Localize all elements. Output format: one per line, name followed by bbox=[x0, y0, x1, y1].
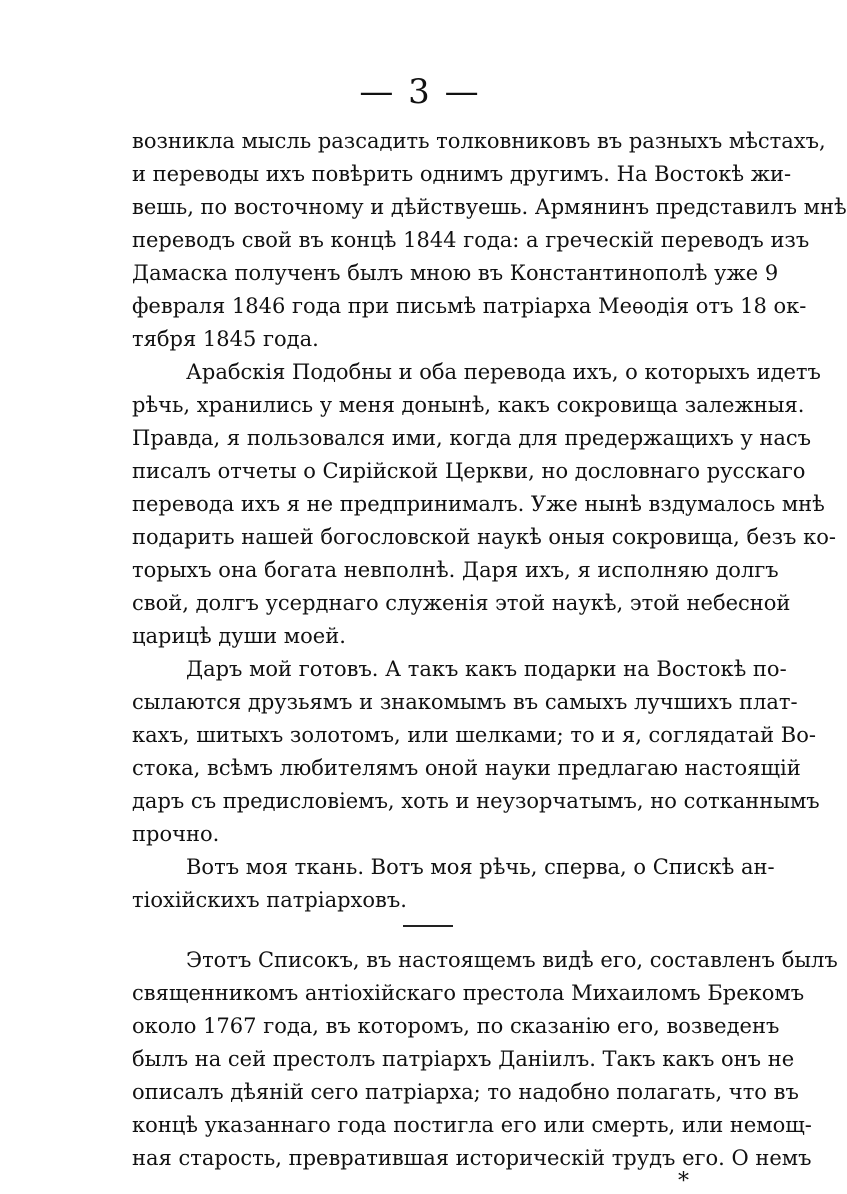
text-line: свой, долгъ усерднаго служенія этой наукѣ, этой небесной bbox=[132, 591, 791, 615]
page-number: — 3 — bbox=[359, 72, 481, 112]
signature-mark: * bbox=[678, 1169, 689, 1194]
text-line: Этотъ Списокъ, въ настоящемъ видѣ его, составленъ былъ bbox=[186, 948, 838, 972]
text-line: февраля 1846 года при письмѣ патріарха Меѳодія отъ 18 ок- bbox=[132, 294, 807, 318]
text-line: перевода ихъ я не предпринималъ. Уже нынѣ вздумалось мнѣ bbox=[132, 492, 825, 516]
text-line: стока, всѣмъ любителямъ оной науки предлагаю настоящій bbox=[132, 756, 801, 780]
section-divider bbox=[403, 925, 453, 927]
text-line: торыхъ она богата невполнѣ. Даря ихъ, я исполняю долгъ bbox=[132, 558, 779, 582]
text-line: Даръ мой готовъ. А такъ какъ подарки на Востокѣ по- bbox=[186, 657, 787, 681]
text-line: Вотъ моя ткань. Вотъ моя рѣчь, сперва, о Спискѣ ан- bbox=[186, 855, 775, 879]
text-line: Арабскія Подобны и оба перевода ихъ, о которыхъ идетъ bbox=[186, 360, 821, 384]
text-line: подарить нашей богословской наукѣ оныя сокровища, безъ ко- bbox=[132, 525, 836, 549]
text-line: около 1767 года, въ которомъ, по сказанію его, возведенъ bbox=[132, 1014, 780, 1038]
text-line: ная старость, превратившая историческій трудъ его. О немъ bbox=[132, 1146, 812, 1170]
text-line: описалъ дѣяній сего патріарха; то надобно полагать, что въ bbox=[132, 1080, 799, 1104]
text-line: кахъ, шитыхъ золотомъ, или шелками; то и я, соглядатай Во- bbox=[132, 723, 816, 747]
text-line: священникомъ антіохійскаго престола Михаиломъ Брекомъ bbox=[132, 981, 805, 1005]
text-line: тіохійскихъ патріарховъ. bbox=[132, 888, 407, 912]
text-line: и переводы ихъ повѣрить однимъ другимъ. На Востокѣ жи- bbox=[132, 162, 792, 186]
text-line: царицѣ души моей. bbox=[132, 624, 346, 648]
text-line: возникла мысль разсадить толковниковъ въ разныхъ мѣстахъ, bbox=[132, 129, 826, 153]
text-line: Дамаска полученъ былъ мною въ Константинополѣ уже 9 bbox=[132, 261, 779, 285]
text-line: переводъ свой въ концѣ 1844 года: а греческій переводъ изъ bbox=[132, 228, 810, 252]
text-line: сылаются друзьямъ и знакомымъ въ самыхъ лучшихъ плат- bbox=[132, 690, 798, 714]
text-line: тября 1845 года. bbox=[132, 327, 319, 351]
text-line: рѣчь, хранились у меня донынѣ, какъ сокровища залежныя. bbox=[132, 393, 805, 417]
text-line: Правда, я пользовался ими, когда для предержащихъ у насъ bbox=[132, 426, 812, 450]
text-line: вешь, по восточному и дѣйствуешь. Армянинъ представилъ мнѣ bbox=[132, 195, 847, 219]
text-line: былъ на сей престолъ патріархъ Даніилъ. Такъ какъ онъ не bbox=[132, 1047, 795, 1071]
text-line: писалъ отчеты о Сирійской Церкви, но дословнаго русскаго bbox=[132, 459, 806, 483]
text-line: даръ съ предисловіемъ, хоть и неузорчатымъ, но сотканнымъ bbox=[132, 789, 820, 813]
text-line: прочно. bbox=[132, 822, 220, 846]
text-line: концѣ указаннаго года постигла его или смерть, или немощ- bbox=[132, 1113, 812, 1137]
